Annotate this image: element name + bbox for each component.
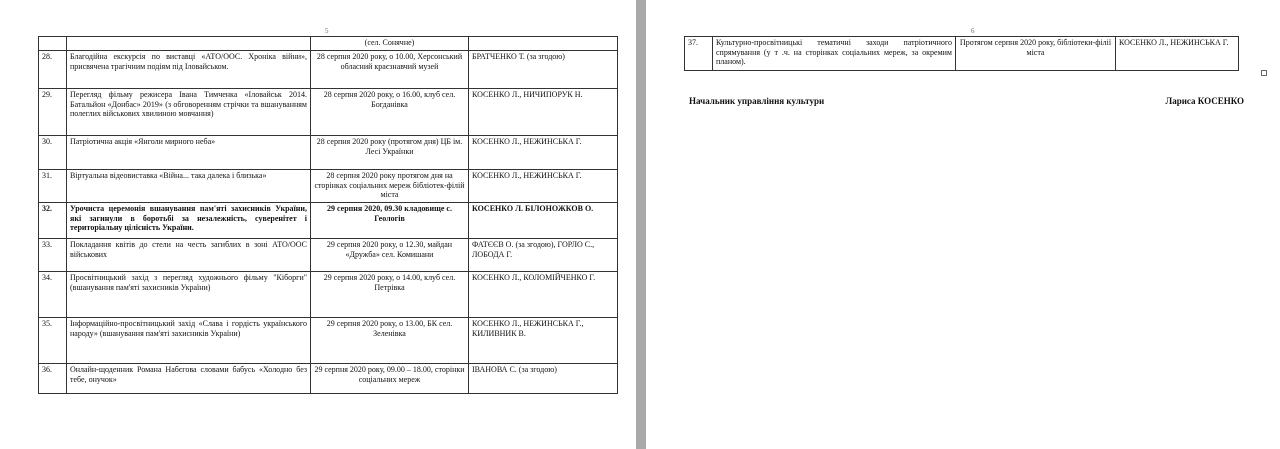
events-table bbox=[38, 36, 618, 394]
table-row bbox=[39, 51, 618, 89]
responsible-cell: ФАТЄЄВ О. (за згодою), ГОРЛО С., ЛОБОДА Г. bbox=[469, 239, 618, 272]
responsible-cell: КОСЕНКО Л., НЕЖИНСЬКА Г. bbox=[469, 136, 618, 170]
responsible-cell: ІВАНОВА С. (за згодою) bbox=[469, 364, 618, 394]
responsible-cell: КОСЕНКО Л., НЕЖИНСЬКА Г., КИЛИВНИК В. bbox=[469, 318, 618, 364]
date-place-cell: Протягом серпня 2020 року, бібліотеки-філії міста bbox=[956, 37, 1116, 71]
event-cell: Культурно-просвітницькі тематичні заходи патріотичного спрямування (у т .ч. на сторінках соціальних мереж, за окремим планом). bbox=[713, 37, 956, 71]
date-place-cell: 28 серпня 2020 року, о 10.00, Херсонський обласний краєзнавчий музей bbox=[311, 51, 469, 89]
event-cell: Віртуальна відеовиставка «Війна... така далека і близька» bbox=[67, 170, 311, 203]
row-number-cell: 31. bbox=[39, 170, 67, 203]
table-row bbox=[39, 364, 618, 394]
table-row bbox=[39, 37, 618, 51]
document-page-5 bbox=[0, 0, 636, 449]
table-row bbox=[39, 318, 618, 364]
date-place-cell: (сел. Сонячне) bbox=[311, 37, 469, 51]
responsible-cell bbox=[469, 37, 618, 51]
events-table bbox=[684, 36, 1239, 71]
table-row bbox=[39, 136, 618, 170]
row-number-cell: 30. bbox=[39, 136, 67, 170]
row-number-cell: 33. bbox=[39, 239, 67, 272]
signature-name: Лариса КОСЕНКО bbox=[1165, 96, 1244, 106]
event-cell: Патріотична акція «Янголи мирного неба» bbox=[67, 136, 311, 170]
table-row bbox=[39, 170, 618, 203]
date-place-cell: 28 серпня 2020 року, о 16.00, клуб сел. Богданівка bbox=[311, 89, 469, 136]
date-place-cell: 28 серпня 2020 року (протягом дня) ЦБ ім. Лесі Українки bbox=[311, 136, 469, 170]
row-number-cell: 28. bbox=[39, 51, 67, 89]
table-row bbox=[39, 89, 618, 136]
table-row bbox=[39, 272, 618, 318]
date-place-cell: 29 серпня 2020 року, о 14.00, клуб сел. Петрівка bbox=[311, 272, 469, 318]
event-cell: Покладання квітів до стели на честь загиблих в зоні АТО/ООС військових bbox=[67, 239, 311, 272]
page-number: 6 bbox=[971, 27, 975, 35]
date-place-cell: 29 серпня 2020 року, 09.00 – 18.00, сторінки соціальних мереж bbox=[311, 364, 469, 394]
responsible-cell: БРАТЧЕНКО Т. (за згодою) bbox=[469, 51, 618, 89]
date-place-cell: 29 серпня 2020, 09.30 кладовище с. Геологів bbox=[311, 203, 469, 239]
date-place-cell: 29 серпня 2020 року, о 12.30, майдан «Дружба» сел. Комишани bbox=[311, 239, 469, 272]
row-number-cell: 35. bbox=[39, 318, 67, 364]
table-row bbox=[39, 239, 618, 272]
table-resize-handle[interactable] bbox=[1261, 70, 1267, 76]
event-cell: Благодійна екскурсія по виставці «АТО/ООС. Хроніка війни», присвячена трагічним подіям під Іловайськом. bbox=[67, 51, 311, 89]
row-number-cell: 29. bbox=[39, 89, 67, 136]
row-number-cell: 36. bbox=[39, 364, 67, 394]
signature-title: Начальник управління культури bbox=[689, 96, 825, 106]
event-cell bbox=[67, 37, 311, 51]
document-page-6 bbox=[646, 0, 1280, 449]
row-number-cell bbox=[39, 37, 67, 51]
responsible-cell: КОСЕНКО Л. БІЛОНОЖКОВ О. bbox=[469, 203, 618, 239]
row-number-cell: 34. bbox=[39, 272, 67, 318]
table-row bbox=[39, 203, 618, 239]
event-cell: Інформаційно-просвітницький захід «Слава і гордість українського народу» (вшанування пам'яті захисників України) bbox=[67, 318, 311, 364]
event-cell: Просвітницький захід з перегляд художнього фільму "Кіборги" (вшанування пам'яті захисників України) bbox=[67, 272, 311, 318]
date-place-cell: 29 серпня 2020 року, о 13.00, БК сел. Зеленівка bbox=[311, 318, 469, 364]
responsible-cell: КОСЕНКО Л., НИЧИПОРУК Н. bbox=[469, 89, 618, 136]
row-number-cell: 37. bbox=[685, 37, 713, 71]
responsible-cell: КОСЕНКО Л., НЕЖИНСЬКА Г. bbox=[469, 170, 618, 203]
event-cell: Онлайн-щоденник Романа Набєгова словами бабусь «Холодно без тебе, онучок» bbox=[67, 364, 311, 394]
table-row bbox=[685, 37, 1239, 71]
row-number-cell: 32. bbox=[39, 203, 67, 239]
responsible-cell: КОСЕНКО Л., НЕЖИНСЬКА Г. bbox=[1116, 37, 1239, 71]
event-cell: Перегляд фільму режисера Івана Тимченка «Іловайськ 2014. Батальйон «Донбас» 2019» (з обговоренням стрічки та вшануванням полеглих військових хвилиною мовчання) bbox=[67, 89, 311, 136]
page-gap bbox=[636, 0, 646, 449]
page-number: 5 bbox=[325, 27, 329, 35]
responsible-cell: КОСЕНКО Л., КОЛОМІЙЧЕНКО Г. bbox=[469, 272, 618, 318]
date-place-cell: 28 серпня 2020 року протягом дня на сторінках соціальних мереж бібліотек-філій міста bbox=[311, 170, 469, 203]
event-cell: Урочиста церемонія вшанування пам'яті захисників України, які загинули в боротьбі за незалежність, суверенітет і територіальну цілісність України. bbox=[67, 203, 311, 239]
